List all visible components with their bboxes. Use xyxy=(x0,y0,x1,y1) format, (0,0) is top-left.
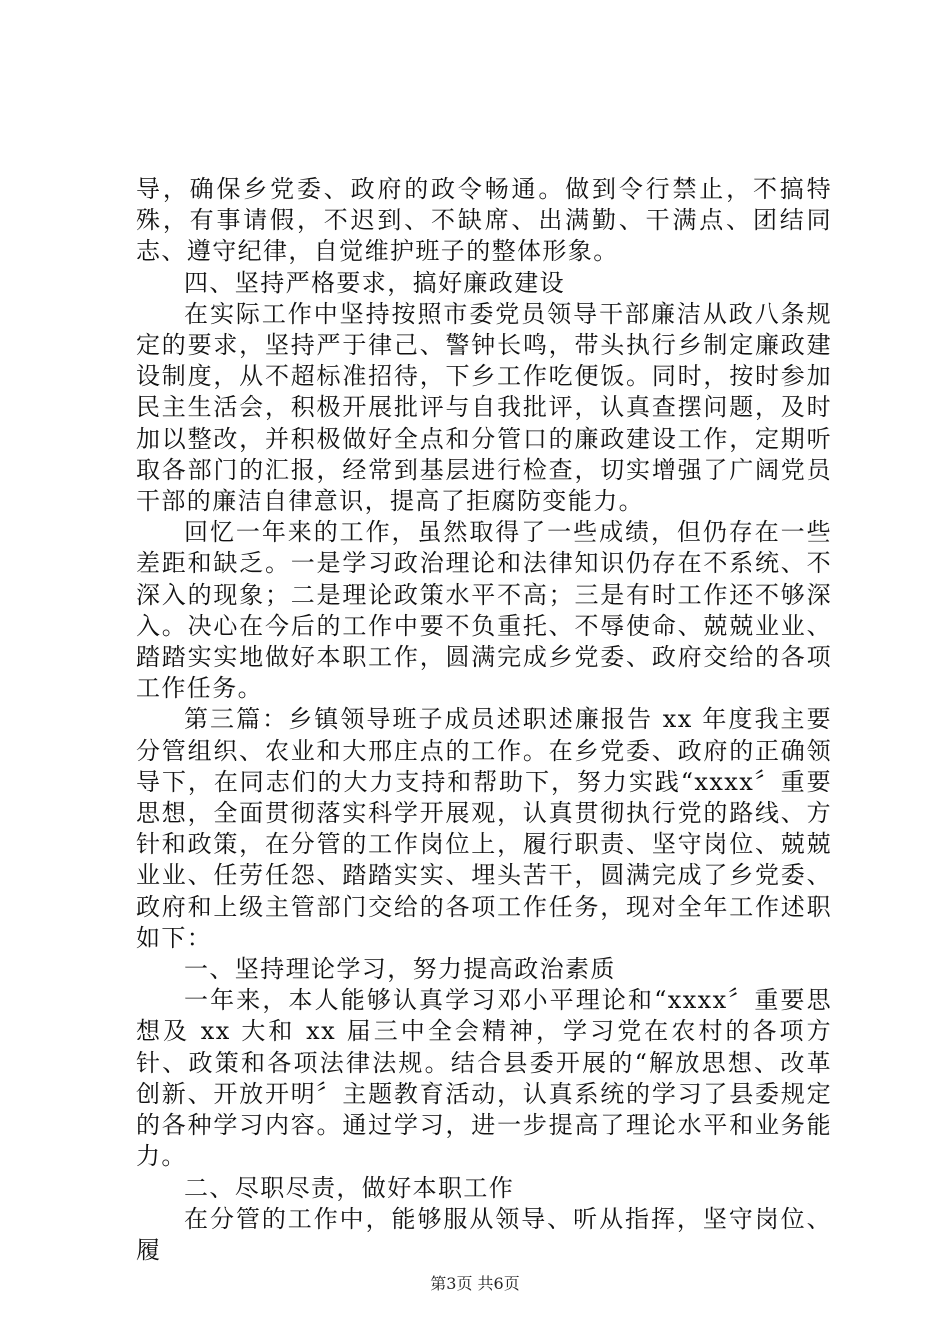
paragraph-part-three-intro: 第三篇：乡镇领导班子成员述职述廉报告 xx 年度我主要分管组织、农业和大邢庄点的工作。在乡党委、政府的正确领导下，在同志们的大力支持和帮助下，努力实践“xxxx〞重要思想，全面贯彻落实科学开展观，认真贯彻执行党的路线、方针和政策，在分管的工作岗位上，履行职责、坚守岗位、兢兢业业、任劳任怨、踏踏实实、埋头苦干，圆满完成了乡党委、政府和上级主管部门交给的各项工作任务，现对全年工作述职如下： xyxy=(136,705,832,952)
page-footer: 第3页 共6页 xyxy=(430,1274,520,1293)
paragraph-continuation: 导，确保乡党委、政府的政令畅通。做到令行禁止，不搞特殊，有事请假，不迟到、不缺席、出满勤、干满点、团结同志、遵守纪律，自觉维护班子的整体形象。 xyxy=(136,175,832,266)
section-heading-theory-study: 一、坚持理论学习，努力提高政治素质 xyxy=(184,955,616,984)
paragraph-theory-study: 一年来，本人能够认真学习邓小平理论和“xxxx〞重要思想及 xx 大和 xx 届三中全会精神，学习党在农村的各项方针、政策和各项法律法规。结合县委开展的“解放思想、改革创新、开放开明〞主题教育活动，认真系统的学习了县委规定的各种学习内容。通过学习，进一步提高了理论水平和业务能力。 xyxy=(136,986,832,1171)
paragraph-integrity: 在实际工作中坚持按照市委党员领导干部廉洁从政八条规定的要求，坚持严于律己、警钟长鸣，带头执行乡制定廉政建设制度，从不超标准招待，下乡工作吃便饭。同时，按时参加民主生活会，积极开展批评与自我批评，认真查摆问题，及时加以整改，并积极做好全点和分管口的廉政建设工作，定期听取各部门的汇报，经常到基层进行检查，切实增强了广阔党员干部的廉洁自律意识，提高了拒腐防变能力。 xyxy=(136,299,832,516)
document-body xyxy=(136,174,832,1266)
paragraph-duties: 在分管的工作中，能够服从领导、听从指挥，坚守岗位、履 xyxy=(136,1204,832,1264)
section-heading-integrity: 四、坚持严格要求，搞好廉政建设 xyxy=(184,268,565,297)
paragraph-review: 回忆一年来的工作，虽然取得了一些成绩，但仍存在一些差距和缺乏。一是学习政治理论和法律知识仍存在不系统、不深入的现象；二是理论政策水平不高；三是有时工作还不够深入。决心在今后的工作中要不负重托、不辱使命、兢兢业业、踏踏实实地做好本职工作，圆满完成乡党委、政府交给的各项工作任务。 xyxy=(136,518,832,703)
section-heading-duties: 二、尽职尽责，做好本职工作 xyxy=(184,1173,515,1202)
